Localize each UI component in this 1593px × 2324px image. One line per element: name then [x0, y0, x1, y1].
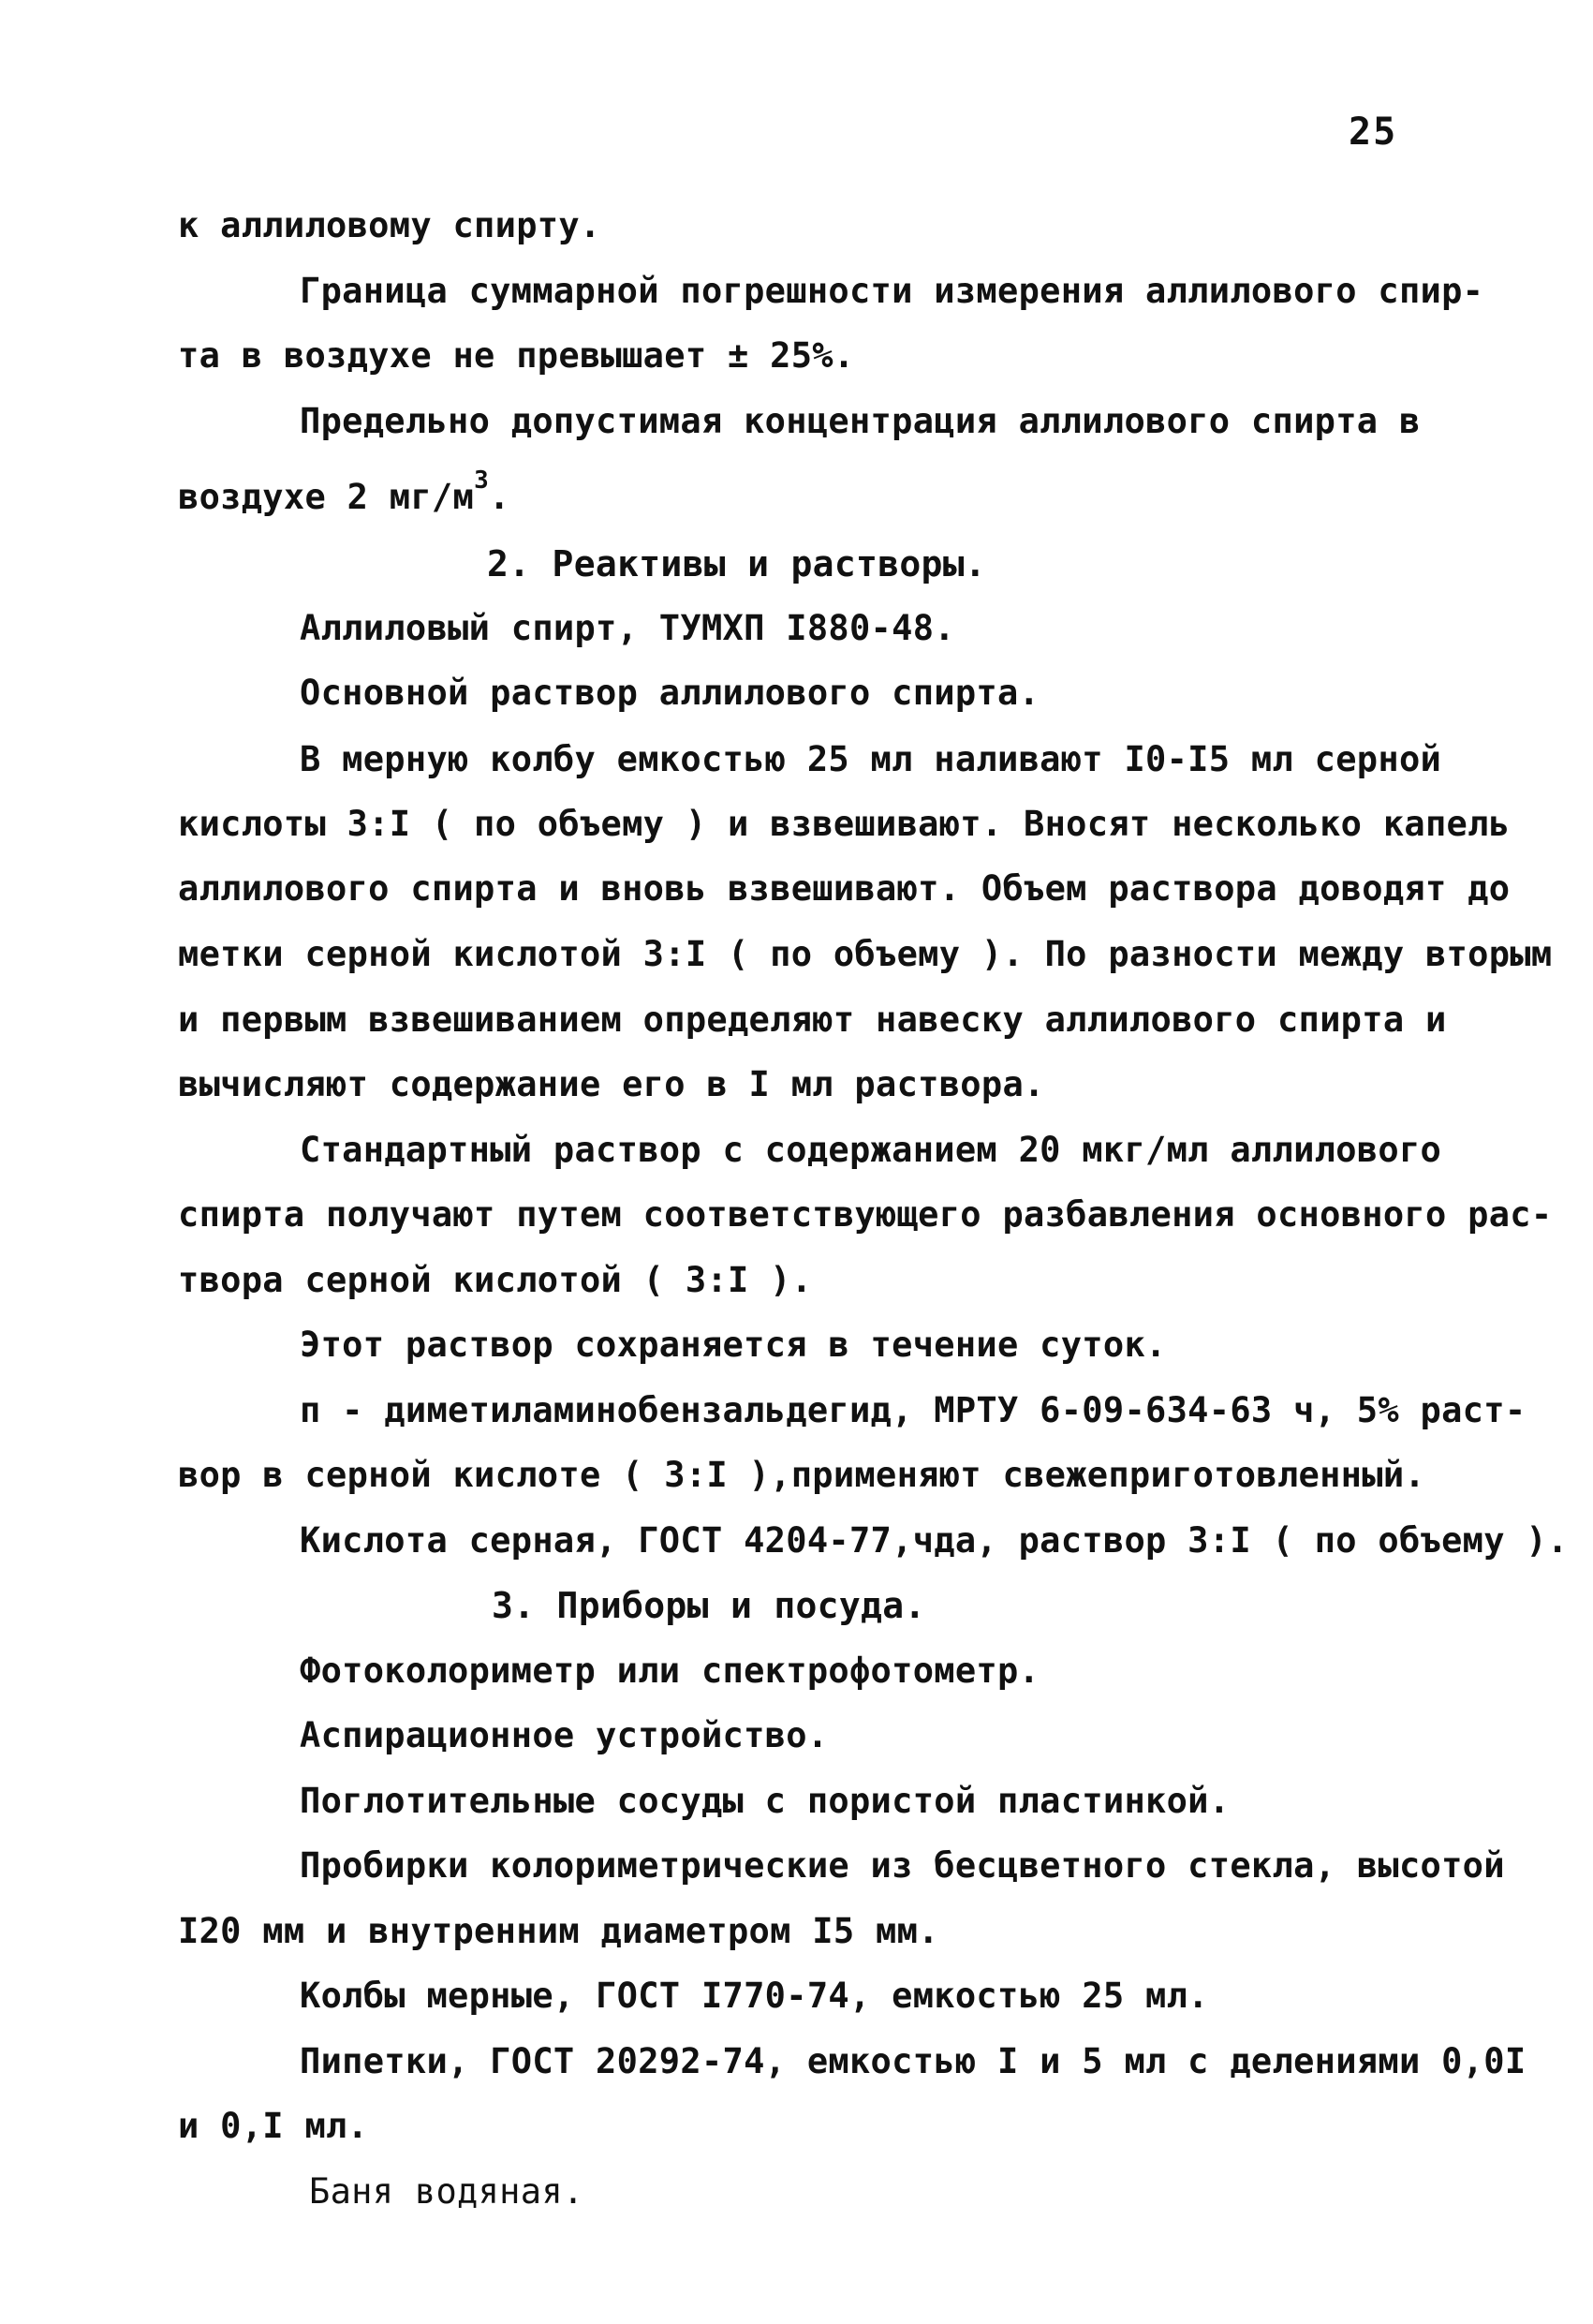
text-line-01: к аллиловому спирту.: [178, 205, 601, 245]
text-line-28: и 0,I мл.: [178, 2106, 369, 2146]
text-line-05: [178, 466, 510, 517]
text-line-02: Граница суммарной погрешности измерения аллилового спир-: [300, 271, 1484, 311]
text-line-27: Пипетки, ГОСТ 20292-74, емкостью I и 5 мл с делениями 0,0I: [300, 2041, 1527, 2081]
text-line-14: Стандартный раствор с содержанием 20 мкг/мл аллилового: [300, 1130, 1442, 1170]
superscript-cubed: 3: [474, 466, 490, 495]
text-line-12: и первым взвешиванием определяют навеску аллилового спирта и: [178, 999, 1447, 1040]
text-line-05-end: .: [489, 477, 510, 517]
text-line-06: Аллиловый спирт, ТУМХП I880-48.: [300, 608, 955, 648]
text-line-18: п - диметиламинобензальдегид, МРТУ 6-09-634-63 ч, 5% раст-: [300, 1390, 1527, 1430]
section-heading-2: 2. Реактивы и растворы.: [487, 543, 987, 585]
text-line-13: вычисляют содержание его в I мл раствора.: [178, 1064, 1045, 1104]
text-line-25: I20 мм и внутренним диаметром I5 мм.: [178, 1911, 939, 1951]
text-line-03: та в воздухе не превышает ± 25%.: [178, 335, 855, 376]
text-line-16: твора серной кислотой ( 3:I ).: [178, 1260, 813, 1300]
text-line-10: аллилового спирта и вновь взвешивают. Объем раствора доводят до: [178, 868, 1511, 909]
text-line-08: В мерную колбу емкостью 25 мл наливают I0-I5 мл серной: [300, 739, 1442, 779]
text-line-23: Поглотительные сосуды с пористой пластинкой.: [300, 1781, 1231, 1821]
text-line-26: Колбы мерные, ГОСТ I770-74, емкостью 25 мл.: [300, 1976, 1209, 2016]
text-line-19: вор в серной кислоте ( 3:I ),применяют свежеприготовленный.: [178, 1455, 1425, 1495]
text-line-11: метки серной кислотой 3:I ( по объему ). По разности между вторым: [178, 934, 1553, 974]
text-line-22: Аспирационное устройство.: [300, 1715, 829, 1755]
text-line-07: Основной раствор аллилового спирта.: [300, 673, 1040, 713]
page-number: 25: [1349, 111, 1398, 154]
section-heading-3: 3. Приборы и посуда.: [492, 1585, 926, 1626]
text-line-29: Баня водяная.: [309, 2171, 584, 2212]
text-line-04: Предельно допустимая концентрация аллилового спирта в: [300, 401, 1421, 441]
text-line-21: Фотоколориметр или спектрофотометр.: [300, 1650, 1040, 1691]
text-line-17: Этот раствор сохраняется в течение суток.: [300, 1325, 1167, 1365]
text-line-15: спирта получают путем соответствующего разбавления основного рас-: [178, 1194, 1553, 1235]
text-line-24: Пробирки колориметрические из бесцветного стекла, высотой: [300, 1845, 1505, 1886]
text-line-09: кислоты 3:I ( по объему ) и взвешивают. Вносят несколько капель: [178, 804, 1511, 844]
text-line-20: Кислота серная, ГОСТ 4204-77,чда, раствор 3:I ( по объему ).: [300, 1520, 1569, 1561]
text-line-05-main: воздухе 2 мг/м: [178, 477, 475, 517]
